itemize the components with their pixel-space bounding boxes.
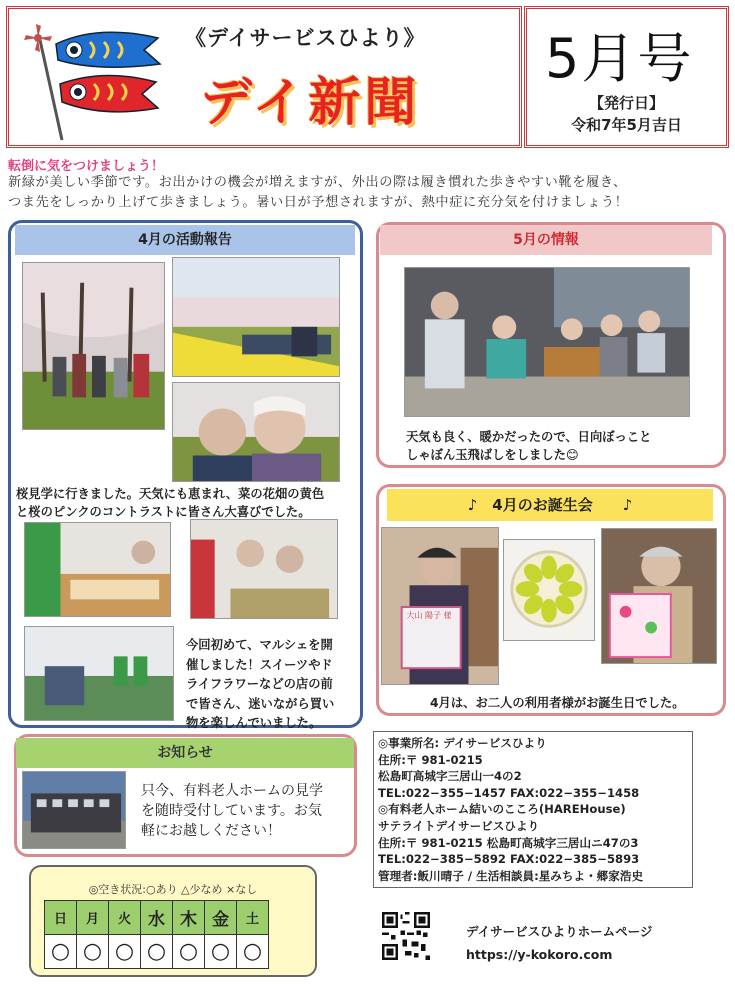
caption-line: 天気も良く、暖かだったので、日向ぼっこと	[406, 430, 652, 444]
contact-line: 住所:〒 981-0215	[378, 752, 483, 767]
pinwheel-icon	[24, 24, 52, 52]
birthday-flower-cake-photo	[503, 539, 595, 641]
availability-status: ○	[205, 935, 237, 969]
intro-line: つま先をしっかり上げて歩きましょう。暑い日が予想されますが、熱中症に充分気を付けましょう！	[8, 195, 629, 210]
contact-line: ◎事業所名: デイサービスひより	[378, 736, 547, 750]
weekday-label: 日	[45, 901, 77, 935]
birthday-resident-photo-1	[381, 527, 499, 685]
weekday-label: 金	[205, 901, 237, 935]
notice-line: を随時受付しています。お気	[141, 803, 322, 819]
marche-shopping-photo	[190, 519, 338, 619]
homepage-url-link[interactable]: https://y-kokoro.com	[466, 947, 613, 962]
caption-line: で皆さん、迷いながら買い	[186, 696, 335, 711]
koinobori-illustration	[18, 18, 178, 143]
birthday-title: ♪ 4月のお誕生会 ♪	[387, 489, 713, 521]
intro-line: 新緑が美しい季節です。お出かけの機会が増えますが、外出の際は履き慣れた歩きやすい靴を履き、	[8, 175, 627, 190]
caption-line: ライフラワーなどの店の前	[186, 677, 333, 691]
intro-heading: 転倒に気をつけましょう！	[8, 159, 165, 174]
availability-status: ○	[45, 935, 77, 969]
newsletter-title: デイ新聞	[200, 73, 421, 133]
contact-line: 管理者:飯川晴子 / 生活相談員:星みちよ・郷家浩史	[378, 868, 644, 883]
smiling-residents-photo	[172, 382, 340, 482]
notice-title: お知らせ	[16, 738, 354, 768]
availability-status: ○	[173, 935, 205, 969]
marche-stall-photo	[24, 522, 171, 617]
availability-legend: ◎空き状況:○あり △少なめ ×なし	[88, 883, 258, 896]
caption-line: しゃぼん玉飛ばしをしました😊	[406, 448, 579, 462]
intro-text	[8, 173, 728, 213]
weekday-label: 土	[237, 901, 269, 935]
notice-line: 只今、有料老人ホームの見学	[141, 783, 323, 799]
may-info-caption	[406, 428, 716, 464]
cherry-blossom-group-photo	[22, 262, 165, 430]
contact-info-box	[373, 731, 693, 888]
contact-line: 松島町高城字三居山一4の2	[378, 769, 522, 784]
sunbathing-bubbles-photo	[404, 267, 690, 417]
contact-line: サテライトデイサービスひより	[378, 818, 540, 833]
caption-line: 物を楽しんでいました。	[186, 716, 322, 730]
availability-status: ○	[141, 935, 173, 969]
caption-line: と桜のピンクのコントラストに皆さん大喜びでした。	[16, 505, 311, 519]
availability-status: ○	[237, 935, 269, 969]
caption-line: 桜見学に行きました。天気にも恵まれ、菜の花畑の黄色	[16, 487, 325, 501]
marche-caption	[186, 636, 356, 734]
contact-line: 住所:〒 981-0215 松島町高城字三居山ニ47の3	[378, 835, 639, 850]
homepage-label: デイサービスひよりホームページ	[466, 924, 653, 939]
weekday-label: 水	[141, 901, 173, 935]
publish-date: 令和7年5月吉日	[571, 116, 682, 134]
weekday-label: 木	[173, 901, 205, 935]
nanohana-field-photo	[172, 257, 340, 377]
issue-number: 5月号	[545, 27, 694, 90]
may-info-title: 5月の情報	[380, 225, 712, 255]
contact-line: ◎有料老人ホーム結いのこころ(HAREHouse)	[378, 802, 626, 817]
birthday-caption: 4月は、お二人の利用者様がお誕生日でした。	[430, 696, 685, 710]
availability-table	[44, 900, 269, 969]
weekday-label: 月	[77, 901, 109, 935]
publish-label: 【発行日】	[588, 94, 664, 112]
availability-status: ○	[77, 935, 109, 969]
birthday-resident-photo-2	[601, 528, 717, 664]
notice-text	[141, 781, 351, 841]
contact-line: TEL:022−385−5892 FAX:022−385−5893	[378, 852, 640, 867]
notice-line: 軽にお越しください！	[141, 823, 281, 839]
activity-report-title: 4月の活動報告	[15, 225, 355, 255]
caption-line: 今回初めて、マルシェを開	[186, 638, 333, 652]
nursing-home-building-photo	[22, 771, 126, 849]
weekday-label: 火	[109, 901, 141, 935]
cherry-blossom-caption	[16, 485, 360, 521]
availability-status: ○	[109, 935, 141, 969]
caption-line: 催しました！スイーツやド	[186, 657, 333, 672]
contact-line: TEL:022−355−1457 FAX:022−355−1458	[378, 785, 640, 800]
newsletter-subtitle: 《デイサービスひより》	[185, 26, 426, 50]
qr-code-icon[interactable]	[382, 912, 430, 960]
marche-table-photo	[24, 626, 174, 721]
birthday-card-name: 大山 陽子 様	[406, 611, 452, 620]
